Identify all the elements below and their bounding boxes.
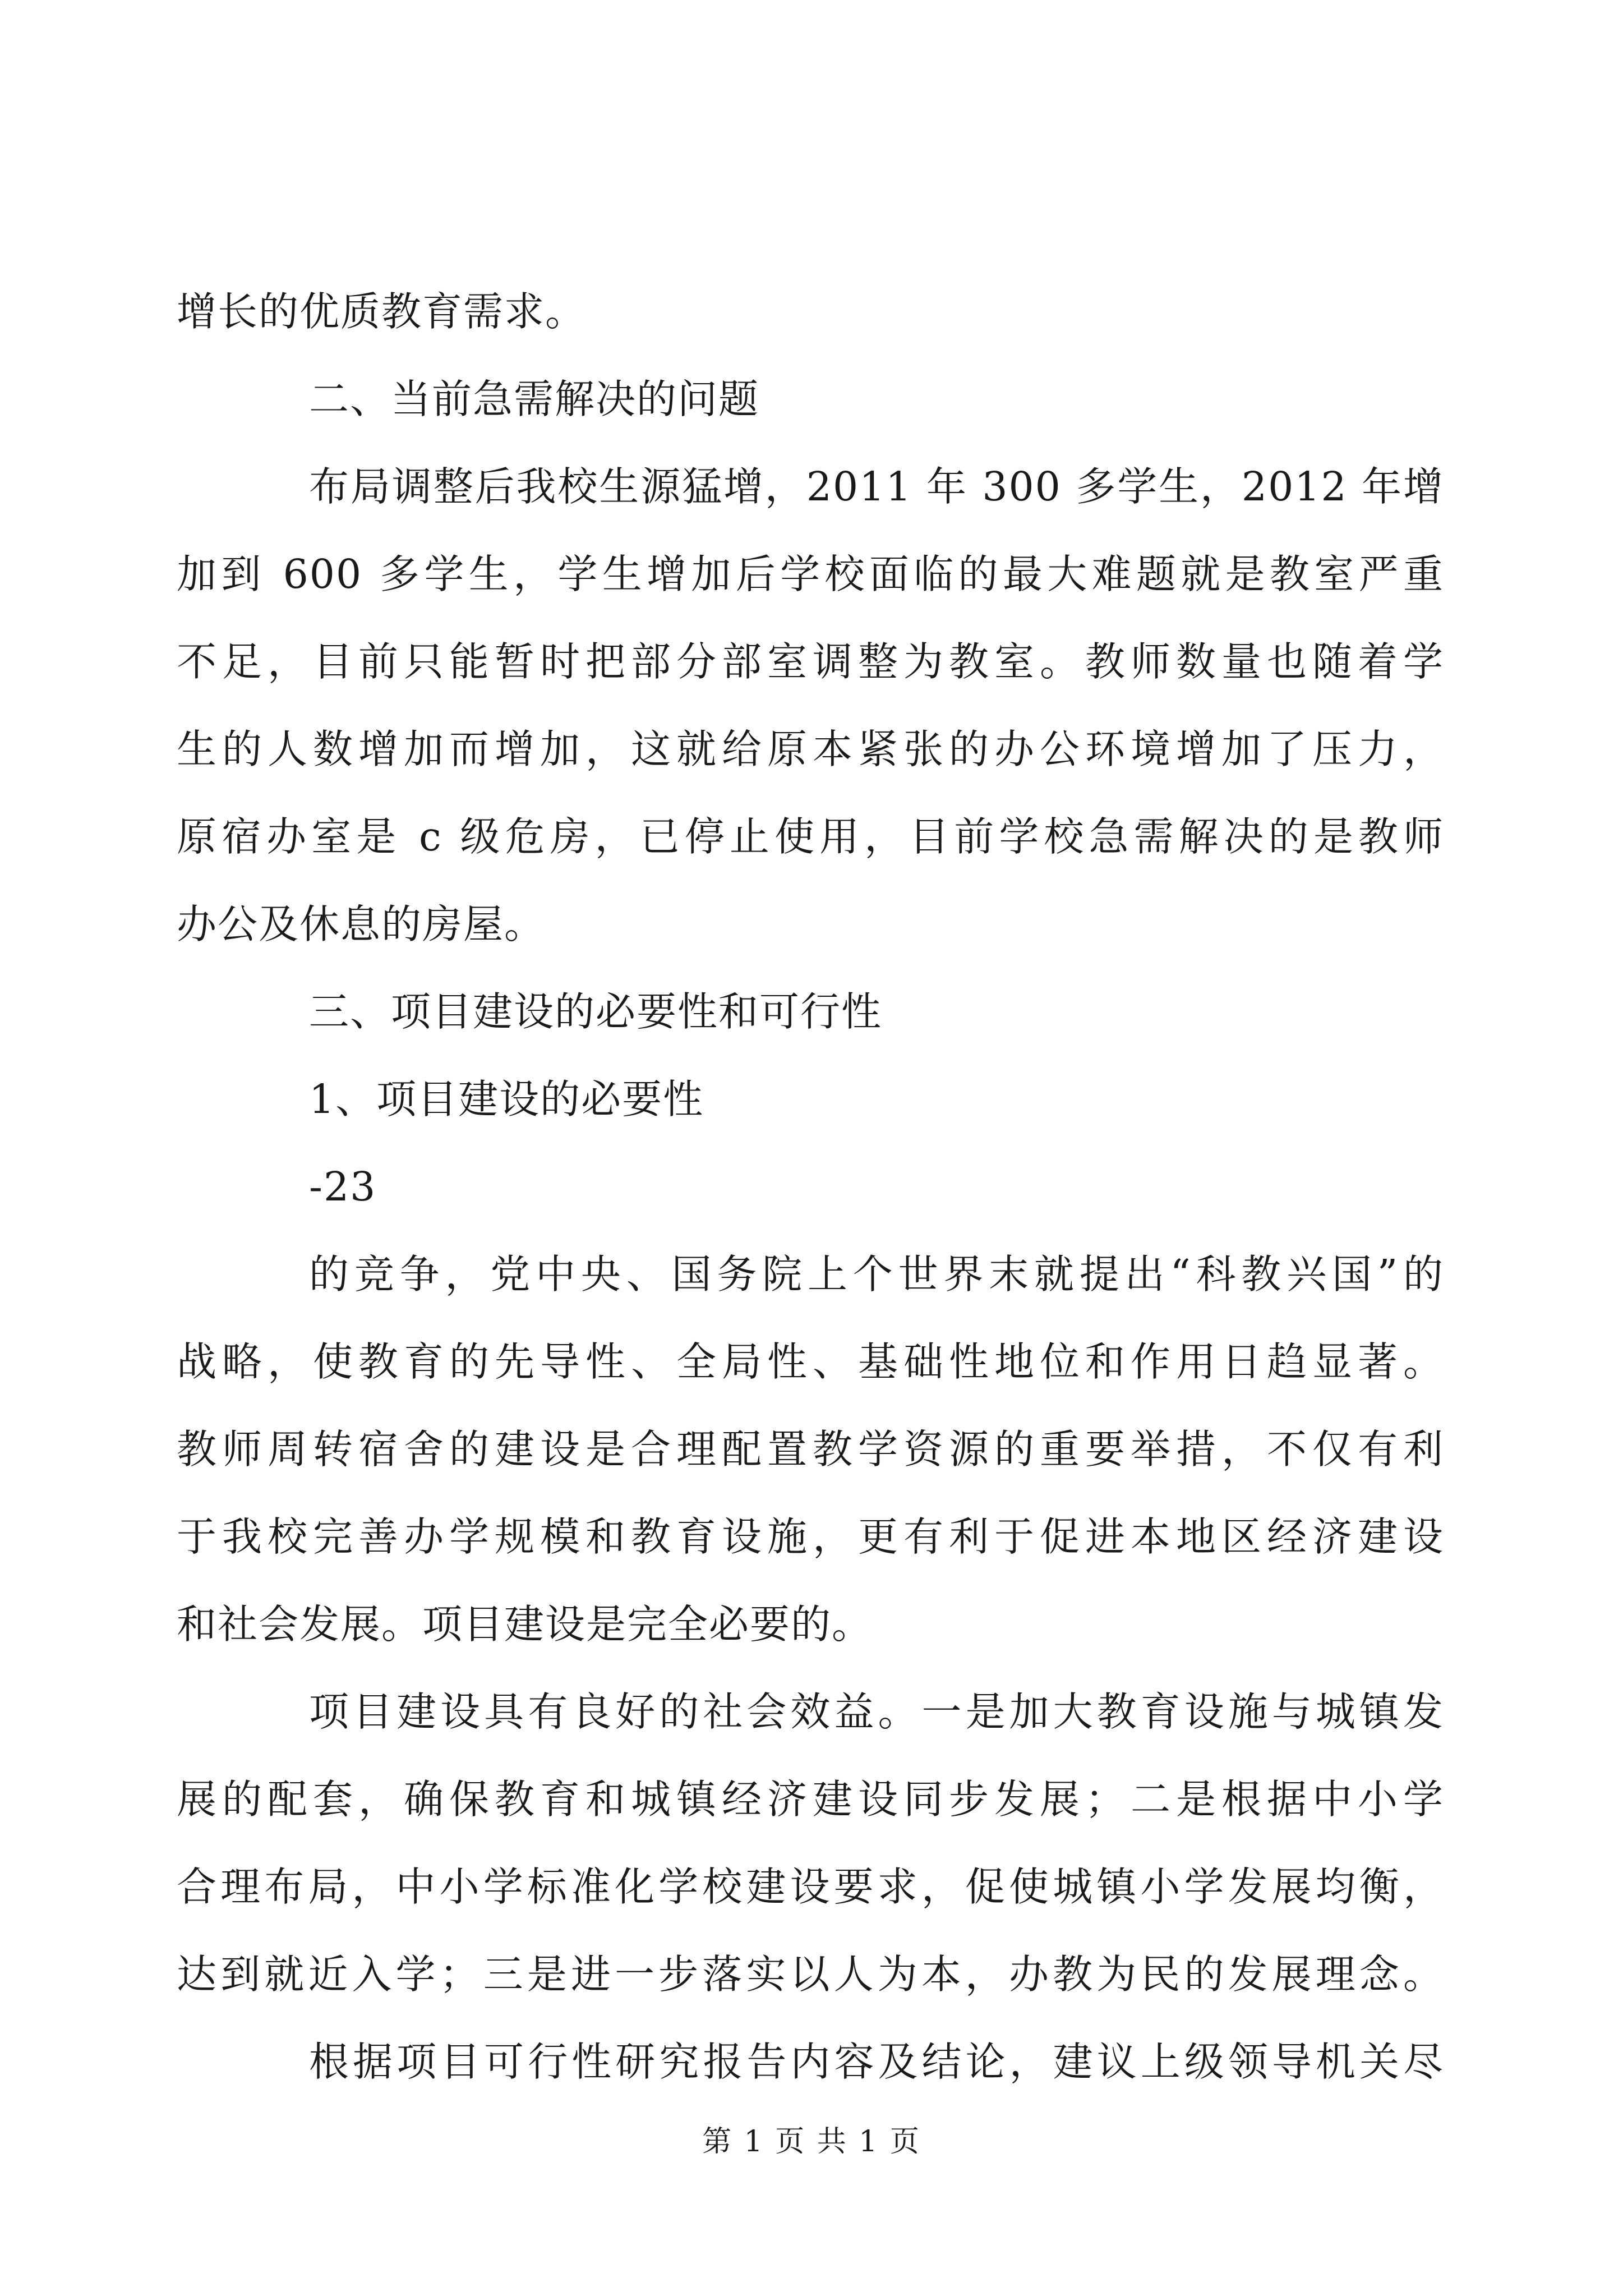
- page-marker: -23: [309, 1163, 377, 1210]
- subsection-heading: 1、项目建设的必要性: [309, 1076, 704, 1122]
- text-line: 合理布局，中小学标准化学校建设要求，促使城镇小学发展均衡，: [177, 1864, 1444, 1910]
- section-heading: 三、项目建设的必要性和可行性: [309, 988, 883, 1035]
- text-line: 展的配套，确保教育和城镇经济建设同步发展；二是根据中小学: [177, 1776, 1444, 1823]
- text-line: 办公及休息的房屋。: [177, 901, 546, 947]
- page-footer: 第 1 页 共 1 页: [702, 2125, 921, 2159]
- text-line: 的竞争，党中央、国务院上个世界末就提出“科教兴国”的: [309, 1251, 1444, 1297]
- text-line: 和社会发展。项目建设是完全必要的。: [177, 1601, 873, 1648]
- text-line: 达到就近入学；三是进一步落实以人为本，办教为民的发展理念。: [177, 1951, 1444, 1998]
- text-line: 布局调整后我校生源猛增，2011 年 300 多学生，2012 年增: [309, 463, 1444, 510]
- text-line: 于我校完善办学规模和教育设施，更有利于促进本地区经济建设: [177, 1513, 1444, 1560]
- text-line: 生的人数增加而增加，这就给原本紧张的办公环境增加了压力，: [177, 726, 1444, 772]
- text-line: 增长的优质教育需求。: [177, 288, 587, 335]
- document-body: [177, 268, 1444, 2106]
- section-heading: 二、当前急需解决的问题: [309, 376, 760, 422]
- text-line: 不足，目前只能暂时把部分部室调整为教室。教师数量也随着学: [177, 638, 1444, 685]
- text-line: 根据项目可行性研究报告内容及结论，建议上级领导机关尽: [309, 2039, 1444, 2085]
- text-line: 原宿办室是 c 级危房，已停止使用，目前学校急需解决的是教师: [177, 813, 1444, 860]
- text-line: 教师周转宿舍的建设是合理配置教学资源的重要举措，不仅有利: [177, 1426, 1444, 1473]
- text-line: 加到 600 多学生，学生增加后学校面临的最大难题就是教室严重: [177, 551, 1444, 597]
- text-line: 项目建设具有良好的社会效益。一是加大教育设施与城镇发: [309, 1688, 1444, 1735]
- text-line: 战略，使教育的先导性、全局性、基础性地位和作用日趋显著。: [177, 1338, 1444, 1385]
